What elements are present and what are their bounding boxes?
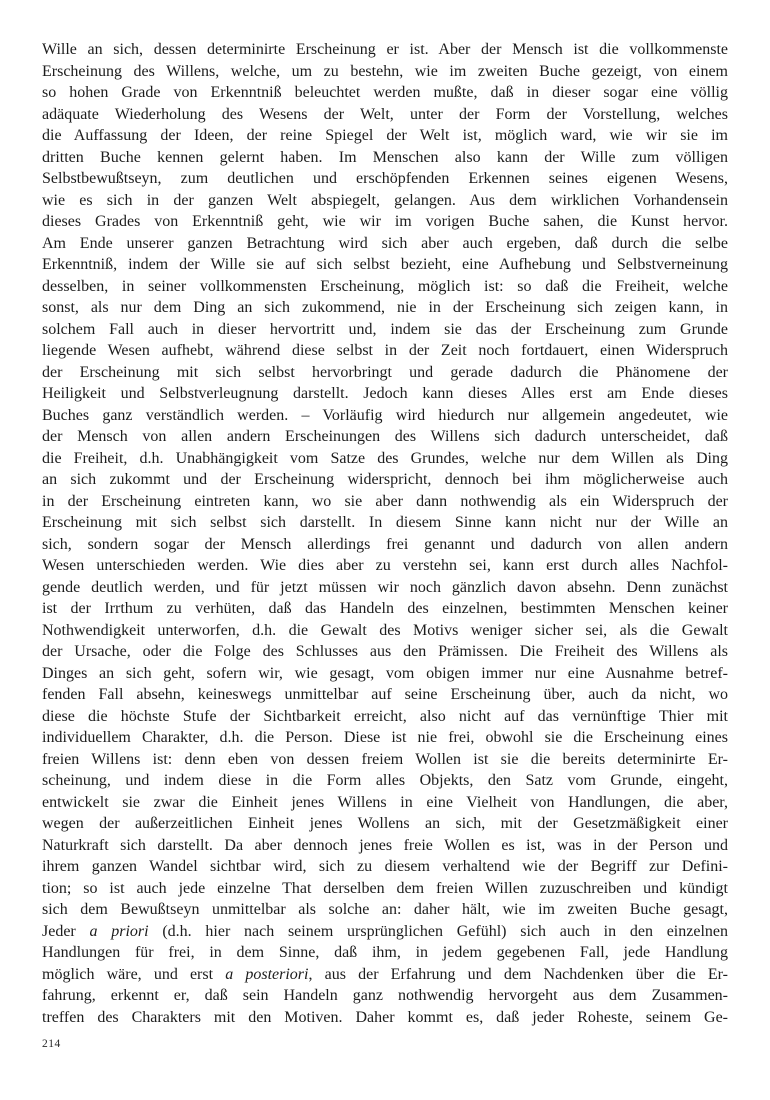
text-line: Jeder a priori (d.h. hier nach seinem ursprünglichen Gefühl) sich auch in den einzelnen <box>42 922 728 940</box>
text-line: an sich zukommt und der Erscheinung widerspricht, dennoch bei ihm möglicherweise auch <box>42 471 728 488</box>
text-line: individuellem Charakter, d.h. die Person. Diese ist nie frei, obwohl sie die Erscheinung eines <box>42 729 728 746</box>
text-line: desselben, in seiner vollkommensten Erscheinung, möglich ist: so daß die Freiheit, welche <box>42 277 728 295</box>
text-line: die Freiheit, d.h. Unabhängigkeit vom Satze des Grundes, welche nur dem Willen als Ding <box>42 449 728 467</box>
text-line: Am Ende unserer ganzen Betrachtung wird sich aber auch ergeben, daß durch die selbe <box>42 234 728 252</box>
text-line: Nothwendigkeit unterworfen, d.h. die Gewalt des Motivs weniger sicher sei, als die Gewalt <box>42 621 728 639</box>
body-text <box>42 39 728 1028</box>
text-line: liegende Wesen aufhebt, während diese selbst in der Zeit noch fortdauert, einen Widerspruch <box>42 342 728 359</box>
text-line: dritten Buche kennen gelernt haben. Im Menschen also kann der Wille zum völligen <box>42 148 728 166</box>
text-line: sich dem Bewußtseyn unmittelbar als solche an: daher hält, wie im zweiten Buche gesagt, <box>42 901 728 918</box>
text-line: die Auffassung der Ideen, der reine Spiegel der Welt ist, möglich ward, wie wir sie im <box>42 127 728 144</box>
text-line: der Mensch von allen andern Erscheinungen des Willens sich dadurch unterscheidet, daß <box>42 428 728 445</box>
text-line: solchem Fall auch in dieser hervortritt und, indem sie das der Erscheinung zum Grunde <box>42 320 728 338</box>
text-line: Erscheinung des Willens, welche, um zu bestehn, wie im zweiten Buche gezeigt, von einem <box>42 62 728 80</box>
text-line: fenden Fall absehn, keineswegs unmittelbar auf seine Erscheinung über, auch da nicht, wo <box>42 686 728 703</box>
text-line: treffen des Charakters mit den Motiven. Daher kommt es, daß jeder Roheste, seinem Ge- <box>42 1008 728 1026</box>
text-line: gende deutlich werden, und für jetzt müssen wir noch gänzlich davon absehn. Denn zunächst <box>42 578 728 596</box>
text-line: sonst, als nur dem Ding an sich zukommend, nie in der Erscheinung sich zeigen kann, in <box>42 299 728 316</box>
text-line: wegen der außerzeitlichen Einheit jenes Wollens an sich, mit der Gesetzmäßigkeit einer <box>42 815 728 832</box>
text-line: wie es sich in der ganzen Welt abspiegelt, gelangen. Aus dem wirklichen Vorhandensein <box>42 191 728 209</box>
text-line: Heiligkeit und Selbstverleugnung darstellt. Jedoch kann dieses Alles erst am Ende dieses <box>42 385 728 402</box>
text-line: entwickelt sie zwar die Einheit jenes Willens in eine Vielheit von Handlungen, die aber, <box>42 793 728 811</box>
text-line: Erscheinung mit sich selbst sich darstellt. In diesem Sinne kann nicht nur der Wille an <box>42 514 728 531</box>
page-number: 214 <box>42 1038 61 1050</box>
text-line: freien Willens ist: denn eben von dessen freiem Wollen ist sie die bereits determinirte Er- <box>42 750 728 768</box>
text-line: scheinung, und indem diese in die Form alles Objekts, den Satz vom Grunde, eingeht, <box>42 772 728 789</box>
text-line: ihrem ganzen Wandel sichtbar wird, sich zu diesem verhaltend wie der Begriff zur Defini- <box>42 858 728 875</box>
text-line: diese die höchste Stufe der Sichtbarkeit erreicht, also nicht auf das vernünftige Thier mit <box>42 707 728 725</box>
text-line: in der Erscheinung eintreten kann, wo sie aber dann nothwendig als ein Widerspruch der <box>42 492 728 510</box>
text-line: der Ursache, oder die Folge des Schlusses aus den Prämissen. Die Freiheit des Willens als <box>42 643 728 660</box>
text-line: so hohen Grade von Erkenntniß beleuchtet werden mußte, daß in dieser sogar eine völlig <box>42 84 728 101</box>
text-line: möglich wäre, und erst a posteriori, aus der Erfahrung und dem Nachdenken über die Er- <box>42 965 728 983</box>
text-line: Selbstbewußtseyn, zum deutlichen und erschöpfenden Erkennen seines eigenen Wesens, <box>42 170 728 187</box>
text-line: Dinges an sich geht, sofern wir, wie gesagt, vom obigen immer nur eine Ausnahme betref- <box>42 664 728 682</box>
text-line: dieses Grades von Erkenntniß geht, wie wir im vorigen Buche sahen, die Kunst hervor. <box>42 213 728 230</box>
text-line: Naturkraft sich darstellt. Da aber dennoch jenes freie Wollen es ist, was in der Person und <box>42 836 728 854</box>
text-line: Wille an sich, dessen determinirte Erscheinung er ist. Aber der Mensch ist die vollkommenste <box>42 41 728 58</box>
text-line: adäquate Wiederholung des Wesens der Welt, unter der Form der Vorstellung, welches <box>42 105 728 123</box>
text-line: Wesen unterschieden werden. Wie dies aber zu verstehn sei, kann erst durch alles Nachfol- <box>42 557 728 574</box>
text-line: tion; so ist auch jede einzelne That derselben dem freien Willen zuzuschreiben und kündigt <box>42 879 728 897</box>
text-line: Handlungen für frei, in dem Sinne, daß ihm, in jedem gegebenen Fall, jede Handlung <box>42 944 728 961</box>
text-line: fahrung, erkennt er, daß sein Handeln ganz nothwendig hervorgeht aus dem Zusammen- <box>42 987 728 1004</box>
text-line: sich, sondern sogar der Mensch allerdings frei genannt und dadurch von allen andern <box>42 535 728 553</box>
text-line: Erkenntniß, indem der Wille sie auf sich selbst bezieht, eine Aufhebung und Selbstverneinung <box>42 256 728 273</box>
text-line: ist der Irrthum zu verhüten, daß das Handeln des einzelnen, bestimmten Menschen keiner <box>42 600 728 617</box>
text-line: der Erscheinung mit sich selbst hervorbringt und gerade dadurch die Phänomene der <box>42 363 728 381</box>
text-line: Buches ganz verständlich werden. – Vorläufig wird hiedurch nur allgemein angedeutet, wie <box>42 406 728 424</box>
